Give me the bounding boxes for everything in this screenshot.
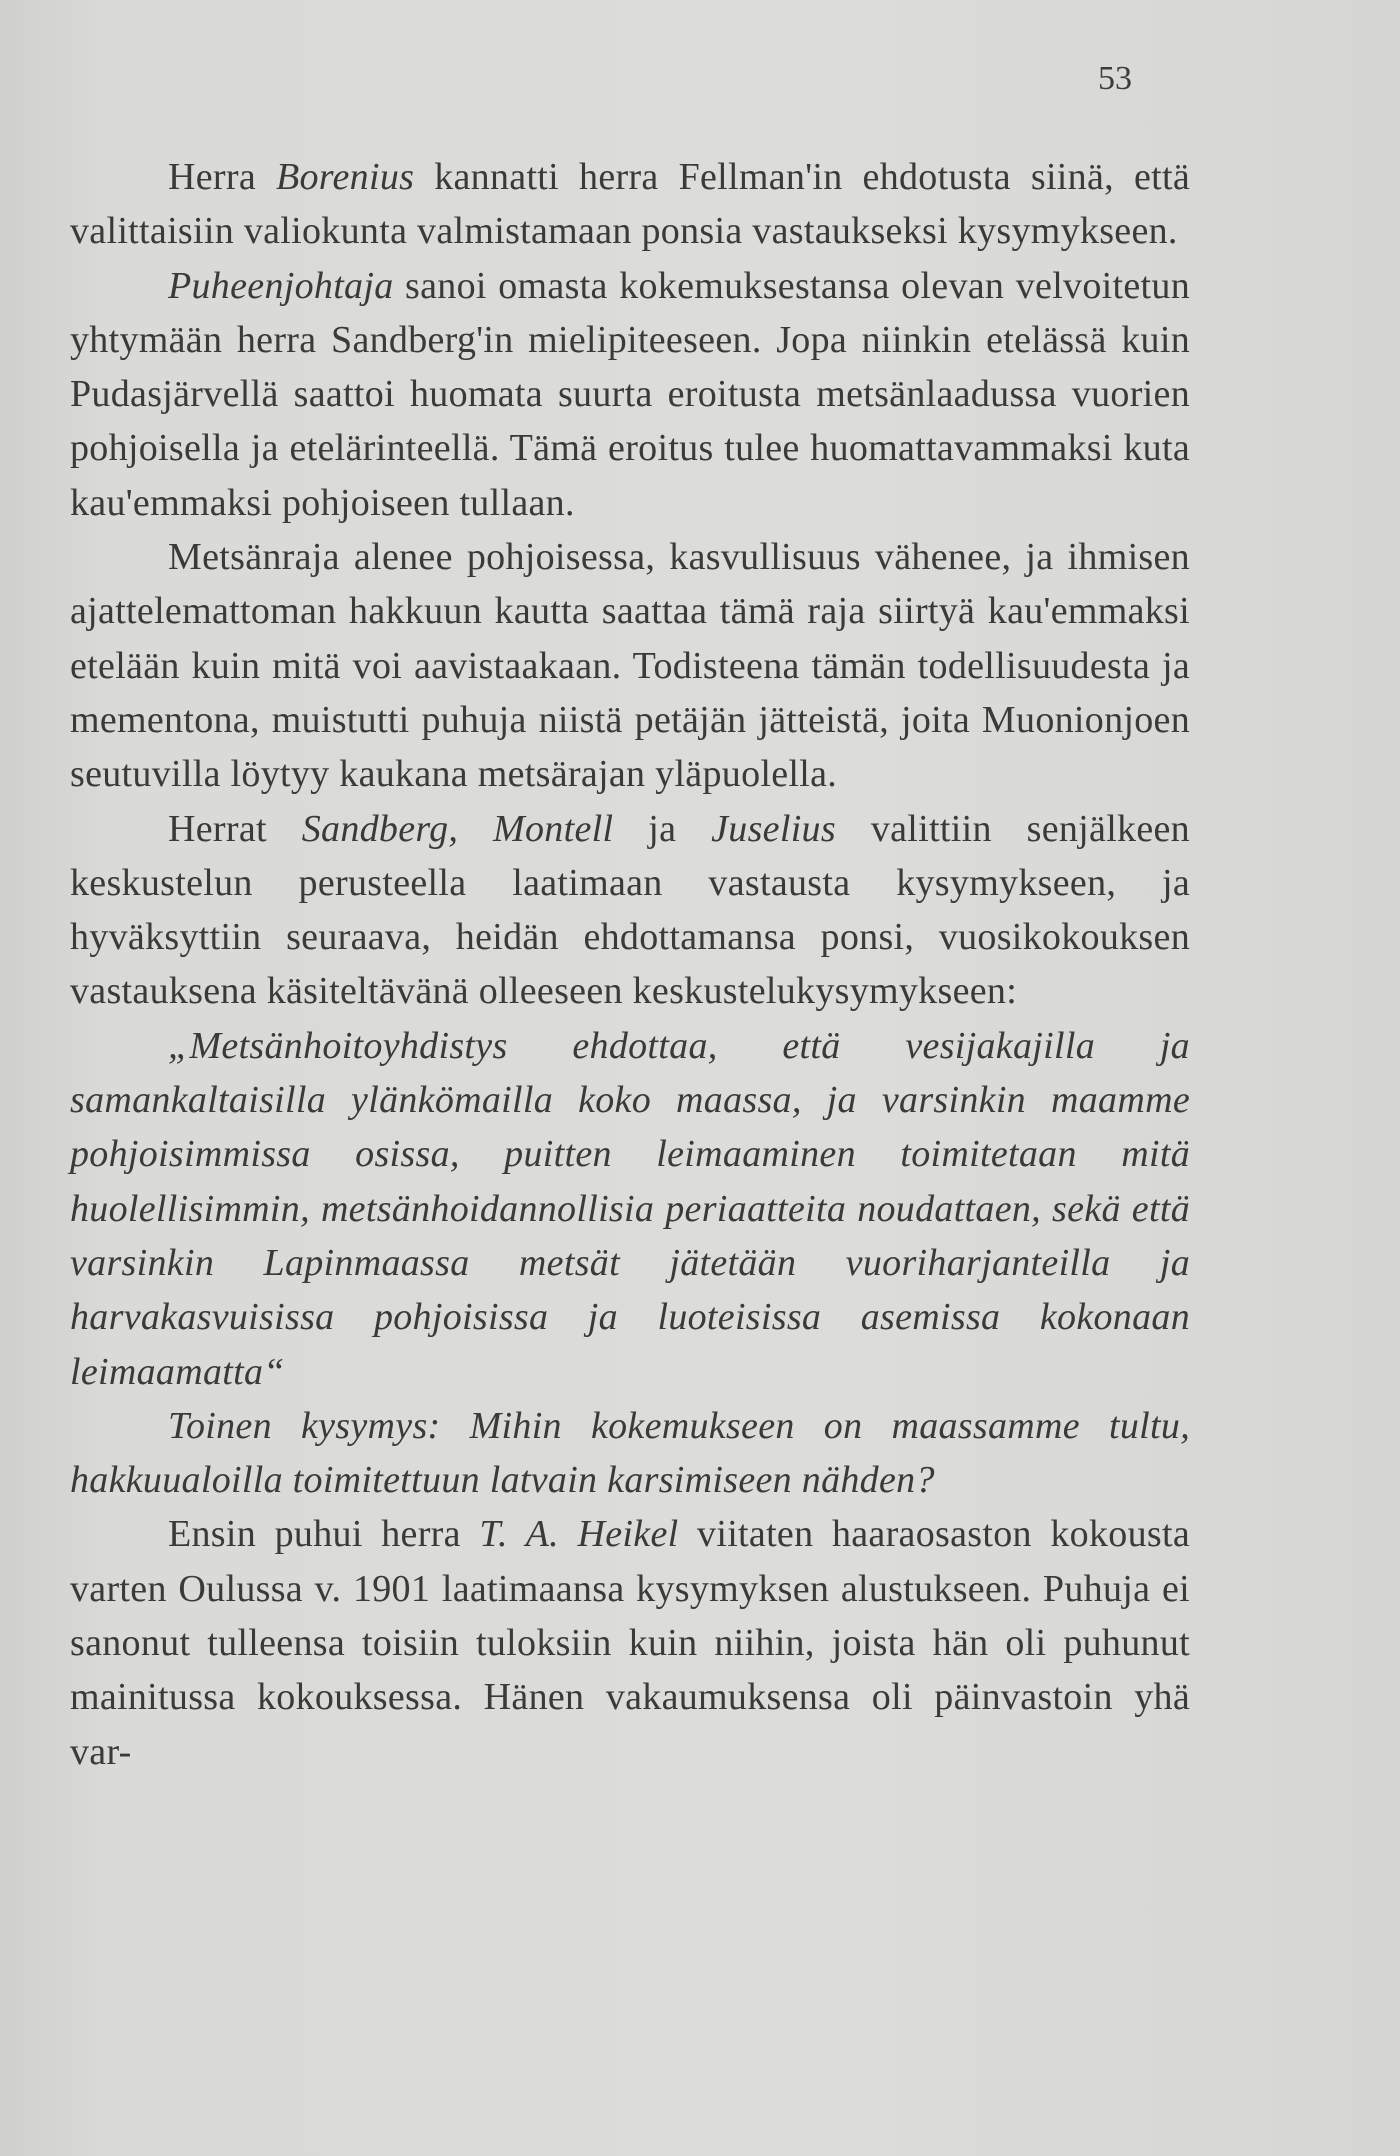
text-segment: Ensin puhui herra (168, 1513, 480, 1556)
paragraph-puheenjohtaja (70, 259, 1190, 530)
name-juselius: Juselius (711, 807, 836, 850)
page-number: 53 (1098, 60, 1132, 97)
name-borenius: Borenius (276, 156, 415, 198)
names-sandberg-montell: Sandberg, Montell (301, 807, 614, 850)
role-puheenjohtaja: Puheenjohtaja (168, 264, 394, 307)
second-question (70, 1399, 1190, 1508)
text-segment: Metsänraja alenee pohjoisessa, kasvullisuus vähenee, ja ihmisen ajattelemattoman hakkuun kautta saattaa tämä raja siirtyä kau'emmaksi etelään kuin mitä voi aavistaakaan. Todisteena tämän todellisuudesta ja mementona, muistutti puhuja niistä petäjän jätteistä, joita Muonionjoen seutuvilla löytyy kaukana metsärajan yläpuolella. (70, 536, 1190, 796)
body-text (70, 150, 1190, 1779)
text-segment: sanoi omasta kokemuksestansa olevan velvoitetun yhtymään herra Sandberg'in mielipiteeseen. Jopa niinkin etelässä kuin Pudasjärvellä saattoi huomata suurta eroitusta metsänlaadussa vuorien pohjoisella ja etelärinteellä. Tämä eroitus tulee huomattavammaksi kuta kau'emmaksi pohjoiseen tullaan. (70, 264, 1190, 524)
text-segment: Herrat (168, 807, 302, 850)
resolution-quote (70, 1019, 1190, 1399)
text-segment: Toinen kysymys: Mihin kokemukseen on maassamme tultu, hakkuualoilla toimitettuun latvain karsimiseen nähden? (70, 1404, 1190, 1502)
text-segment: „Metsänhoitoyhdistys ehdottaa, että vesijakajilla ja samankaltaisilla ylänkömailla koko maassa, ja varsinkin maamme pohjoisimmissa osissa, puitten leimaaminen toimitetaan mitä huolellisimmin, metsänhoidannollisia periaatteita noudattaen, sekä että varsinkin Lapinmaassa metsät jätetään vuoriharjanteilla ja harvakasvuisissa pohjoisissa ja luoteisissa asemissa kokonaan leimaamatta“ (70, 1024, 1190, 1393)
name-heikel: T. A. Heikel (479, 1513, 679, 1556)
paragraph-borenius (70, 150, 1190, 259)
text-segment: valittiin senjälkeen keskustelun perusteella laatimaan vastausta kysymykseen, ja hyväksyttiin seuraava, heidän ehdottamansa ponsi, vuosikokouksen vastauksena käsiteltävänä olleeseen keskustelukysymykseen: (70, 807, 1190, 1013)
paragraph-metsanraja (70, 530, 1190, 801)
paragraph-herrat (70, 802, 1190, 1019)
text-segment: ja (613, 807, 712, 850)
text-segment: Herra (168, 156, 276, 198)
text-segment: kannatti herra Fellman'in ehdotusta siinä, että valittaisiin valiokunta valmistamaan ponsia vastaukseksi kysymykseen. (70, 156, 1190, 253)
paragraph-heikel (70, 1507, 1190, 1778)
text-segment: viitaten haaraosaston kokousta varten Oulussa v. 1901 laatimaansa kysymyksen alustukseen. Puhuja ei sanonut tulleensa toisiin tuloksiin kuin niihin, joista hän oli puhunut mainitussa kokouksessa. Hänen vakaumuksensa oli päinvastoin yhä var- (70, 1513, 1190, 1773)
